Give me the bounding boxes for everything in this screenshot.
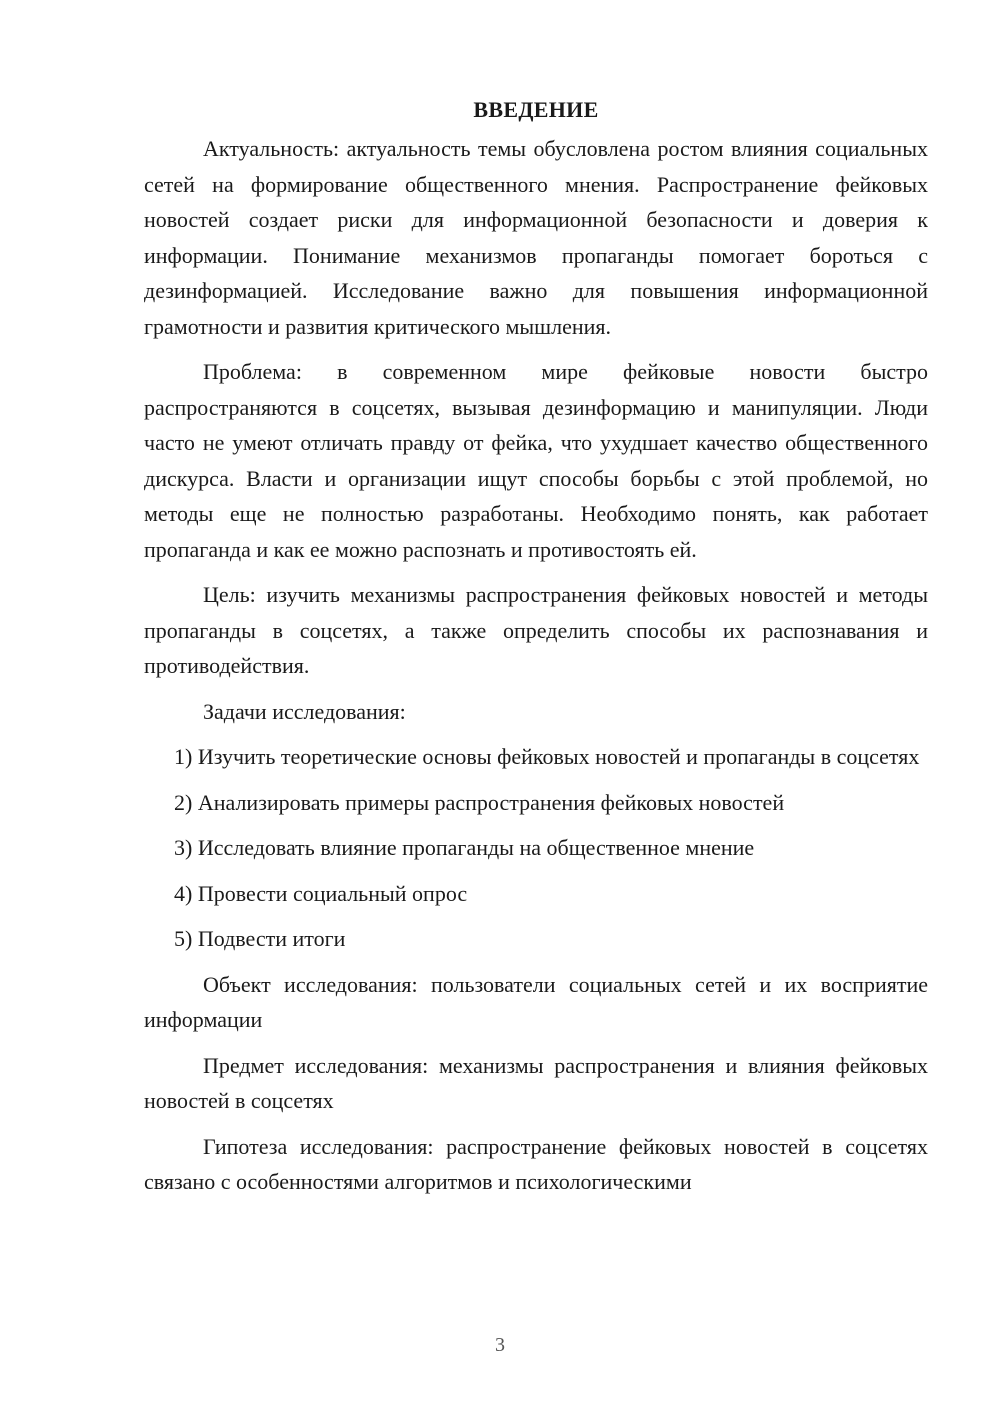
list-item: 3) Исследовать влияние пропаганды на общественное мнение: [174, 835, 755, 860]
list-item: 1) Изучить теоретические основы фейковых новостей и пропаганды в соцсетях: [174, 744, 920, 769]
page-number: 3: [495, 1334, 505, 1356]
paragraph-goal: Цель: изучить механизмы распространения фейковых новостей и методы пропаганды в соцсетях, а также определить способы их распознавания и противодействия.: [144, 582, 928, 678]
paragraph-tasks-heading: Задачи исследования:: [203, 698, 406, 724]
paragraph-subject: Предмет исследования: механизмы распространения и влияния фейковых новостей в соцсетях: [144, 1052, 928, 1113]
page-title: ВВЕДЕНИЕ: [473, 97, 599, 122]
paragraph-hypothesis: Гипотеза исследования: распространение фейковых новостей в соцсетях связано с особенностями алгоритмов и психологическими: [144, 1133, 928, 1194]
tasks-list: [144, 739, 928, 957]
paragraph-problem: Проблема: в современном мире фейковые новости быстро распространяются в соцсетях, вызывая дезинформацию и манипуляции. Люди часто не умеют отличать правду от фейка, что ухудшает качество общественного дискурса. Власти и организации ищут способы борьбы с этой проблемой, но методы еще не полностью разработаны. Необходимо понять, как работает пропаганда и как ее можно распознать и противостоять ей.: [144, 359, 928, 562]
list-item: 5) Подвести итоги: [174, 926, 346, 951]
paragraph-relevance: Актуальность: актуальность темы обусловлена ростом влияния социальных сетей на формирование общественного мнения. Распространение фейковых новостей создает риски для информационной безопасности и доверия к информации. Понимание механизмов пропаганды помогает бороться с дезинформацией. Исследование важно для повышения информационной грамотности и развития критического мышления.: [144, 136, 928, 339]
page-content: [144, 92, 928, 1210]
list-item: 2) Анализировать примеры распространения фейковых новостей: [174, 789, 785, 815]
list-item: 4) Провести социальный опрос: [174, 880, 468, 906]
paragraph-object: Объект исследования: пользователи социальных сетей и их восприятие информации: [144, 971, 928, 1032]
